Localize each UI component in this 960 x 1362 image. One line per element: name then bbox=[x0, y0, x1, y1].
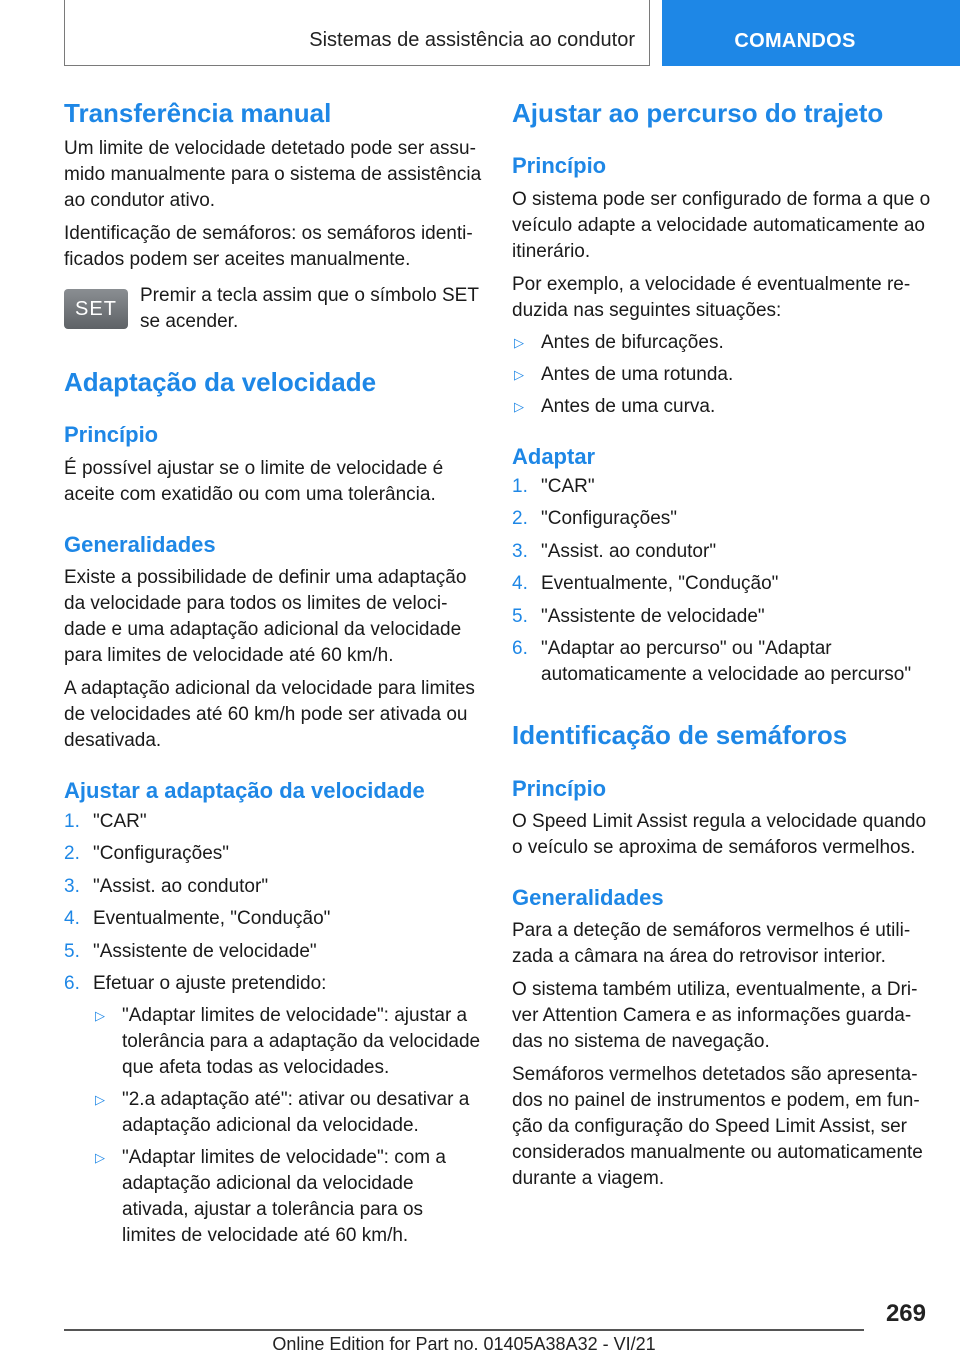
triangle-bullet-icon: ▷ bbox=[514, 334, 524, 350]
substep-text: "Adaptar limites de velocidade": com a adaptação adicional da velocidade ativada, ajustar a tolerância para os limites de velocidade até 60 km/h. bbox=[122, 1147, 446, 1247]
subheading-principle: Princípio bbox=[512, 153, 607, 179]
step-number: 1. bbox=[512, 475, 528, 497]
paragraph: O Speed Limit Assist regula a velocidade quando o veículo se aproxima de semáforos vermelhos. bbox=[512, 811, 927, 859]
situations-list bbox=[512, 330, 932, 420]
bullet-text: Antes de uma curva. bbox=[541, 395, 716, 417]
step-text: "Assist. ao condutor" bbox=[541, 540, 717, 562]
paragraph: Por exemplo, a velocidade é eventualmente reduzida nas seguintes situações: bbox=[512, 273, 911, 321]
footer-edition: Online Edition for Part no. 01405A38A32 - VI/21 bbox=[272, 1334, 656, 1354]
step-text: "Configurações" bbox=[93, 843, 230, 865]
subheading-adjust-adaptation: Ajustar a adaptação da velocidade bbox=[64, 778, 425, 804]
step-number: 2. bbox=[512, 508, 528, 530]
list-item bbox=[64, 874, 482, 900]
step-text: "CAR" bbox=[93, 810, 147, 832]
step-number: 2. bbox=[64, 843, 80, 865]
paragraph: Um limite de velocidade detetado pode ser assumido manualmente para o sistema de assistência ao condutor ativo. bbox=[64, 138, 482, 212]
step-number: 3. bbox=[64, 875, 80, 897]
triangle-bullet-icon: ▷ bbox=[95, 1092, 105, 1108]
set-button-icon: SET bbox=[64, 289, 128, 329]
subheading-general: Generalidades bbox=[64, 531, 216, 557]
step-text: Eventualmente, "Condução" bbox=[93, 908, 331, 930]
step-number: 5. bbox=[64, 940, 80, 962]
bullet-text: Antes de bifurcações. bbox=[541, 331, 724, 353]
heading-manual-transfer: Transferência manual bbox=[64, 98, 332, 128]
step-number: 4. bbox=[512, 573, 528, 595]
substep-text: "2.a adaptação até": ativar ou desativar a adaptação adicional da velocidade. bbox=[122, 1089, 470, 1137]
set-instruction-text: Premir a tecla assim que o símbolo SET se acender. bbox=[140, 285, 479, 333]
triangle-bullet-icon: ▷ bbox=[95, 1008, 105, 1024]
step-text: "CAR" bbox=[541, 475, 595, 497]
list-item bbox=[512, 330, 932, 356]
paragraph: Identificação de semáforos: os semáforos identificados podem ser aceites manualmente. bbox=[64, 223, 473, 271]
paragraph: A adaptação adicional da velocidade para limites de velocidades até 60 km/h pode ser ativada ou desativada. bbox=[64, 678, 475, 752]
step-text: "Configurações" bbox=[541, 508, 678, 530]
header-section-box bbox=[64, 0, 650, 66]
step-text: "Assistente de velocidade" bbox=[93, 940, 317, 962]
paragraph: O sistema pode ser configurado de forma a que o veículo adapte a velocidade automaticamente ao itinerário. bbox=[512, 188, 931, 262]
list-item bbox=[93, 1087, 482, 1139]
bullet-text: Antes de uma rotunda. bbox=[541, 363, 734, 385]
list-item bbox=[93, 1003, 482, 1081]
paragraph: O sistema também utiliza, eventualmente, a Driver Attention Camera e as informações guardadas no sistema de navegação. bbox=[512, 979, 918, 1053]
step-number: 6. bbox=[512, 638, 528, 660]
list-item bbox=[512, 506, 932, 532]
triangle-bullet-icon: ▷ bbox=[95, 1150, 105, 1166]
list-item bbox=[64, 906, 482, 932]
step-text: "Assist. ao condutor" bbox=[93, 875, 269, 897]
paragraph: É possível ajustar se o limite de velocidade é aceite com exatidão ou com uma tolerância. bbox=[64, 457, 444, 505]
triangle-bullet-icon: ▷ bbox=[514, 398, 524, 414]
list-item bbox=[64, 971, 482, 997]
step-number: 4. bbox=[64, 908, 80, 930]
step-text: Eventualmente, "Condução" bbox=[541, 573, 779, 595]
step-number: 5. bbox=[512, 605, 528, 627]
header-chapter-tab bbox=[662, 0, 960, 66]
footer-divider bbox=[64, 1329, 864, 1331]
right-column bbox=[512, 98, 932, 1192]
list-item bbox=[512, 539, 932, 565]
list-item bbox=[512, 394, 932, 420]
steps-list bbox=[512, 474, 932, 689]
paragraph: Para a deteção de semáforos vermelhos é utilizada a câmara na área do retrovisor interior. bbox=[512, 920, 911, 968]
list-item bbox=[512, 571, 932, 597]
list-item bbox=[93, 1145, 482, 1249]
list-item bbox=[512, 604, 932, 630]
subheading-principle: Princípio bbox=[512, 775, 607, 801]
list-item bbox=[512, 636, 932, 688]
triangle-bullet-icon: ▷ bbox=[514, 366, 524, 382]
page-number: 269 bbox=[885, 1300, 926, 1327]
paragraph: Semáforos vermelhos detetados são apresentados no painel de instrumentos e podem, em função da configuração do Speed Limit Assist, ser considerados manualmente ou automaticamente durante a viagem. bbox=[512, 1064, 923, 1190]
step-number: 3. bbox=[512, 540, 528, 562]
step-text: "Assistente de velocidade" bbox=[541, 605, 765, 627]
step-text: Efetuar o ajuste pretendido: bbox=[93, 973, 327, 995]
heading-traffic-light-recognition: Identificação de semáforos bbox=[512, 720, 848, 751]
heading-speed-adaptation: Adaptação da velocidade bbox=[64, 367, 377, 398]
list-item bbox=[64, 809, 482, 835]
subheading-general: Generalidades bbox=[512, 885, 664, 911]
steps-list bbox=[64, 809, 482, 998]
step-text: "Adaptar ao percurso" ou "Adaptar automaticamente a velocidade ao percurso" bbox=[541, 638, 912, 686]
substep-text: "Adaptar limites de velocidade": ajustar a tolerância para a adaptação da velocidade que afeta todas as velocidades. bbox=[122, 1005, 481, 1079]
header-chapter-title: COMANDOS bbox=[734, 30, 856, 52]
header-section-title: Sistemas de assistência ao condutor bbox=[309, 29, 635, 51]
substeps-list bbox=[93, 1003, 482, 1249]
list-item bbox=[64, 841, 482, 867]
left-column bbox=[64, 98, 482, 1249]
step-number: 1. bbox=[64, 810, 80, 832]
subheading-adapt: Adaptar bbox=[512, 443, 596, 469]
heading-route-adaptation: Ajustar ao percurso do trajeto bbox=[512, 98, 884, 128]
list-item bbox=[512, 362, 932, 388]
list-item bbox=[512, 474, 932, 500]
step-number: 6. bbox=[64, 973, 80, 995]
list-item bbox=[64, 939, 482, 965]
set-instruction bbox=[64, 283, 482, 335]
subheading-principle: Princípio bbox=[64, 422, 159, 448]
paragraph: Existe a possibilidade de definir uma adaptação da velocidade para todos os limites de velocidade e uma adaptação adicional da velocidade para limites de velocidade até 60 km/h. bbox=[64, 567, 467, 667]
